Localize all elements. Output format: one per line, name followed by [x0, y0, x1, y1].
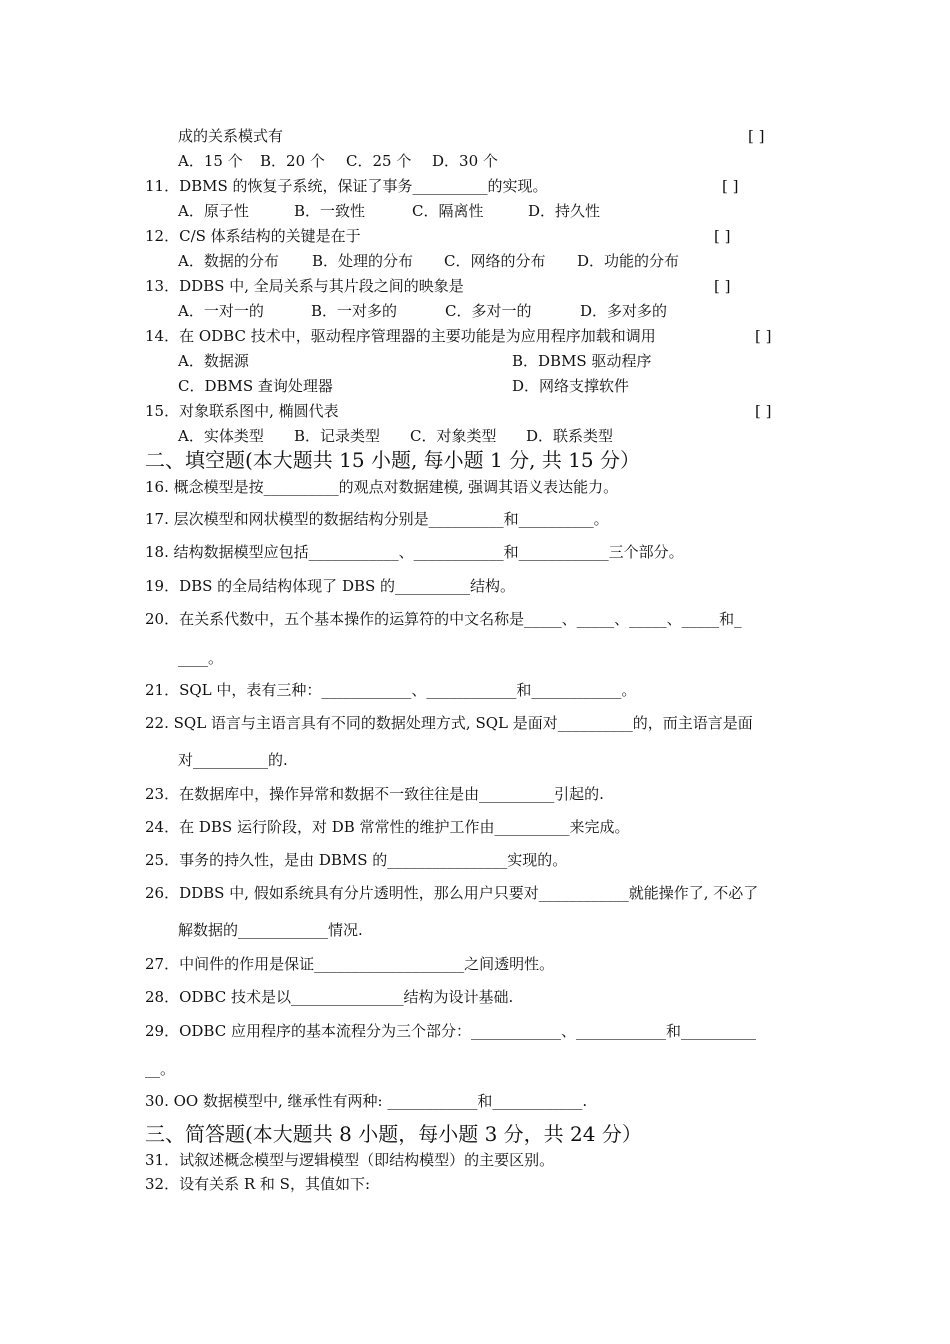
q15-stem: 15．对象联系图中, 椭圆代表: [145, 402, 339, 420]
q14-stem: 14．在 ODBC 技术中，驱动程序管理器的主要功能是为应用程序加载和调用: [145, 327, 656, 345]
q25-line: 25．事务的持久性，是由 DBMS 的________________实现的。: [145, 851, 568, 869]
q14-option-a: A．数据源: [178, 352, 249, 370]
q32-line: 32．设有关系 R 和 S，其值如下:: [145, 1175, 371, 1193]
q10-option-c: C．25 个: [346, 152, 412, 170]
q15-option-c: C．对象类型: [410, 427, 497, 445]
q12-option-b: B．处理的分布: [312, 252, 414, 270]
q12-option-a: A．数据的分布: [178, 252, 279, 270]
q11-options: [178, 201, 600, 221]
q13-option-c: C．多对一的: [445, 302, 532, 320]
q26-line-continuation: 解数据的____________情况.: [178, 921, 363, 939]
q11-option-b: B．一致性: [294, 202, 366, 220]
q12-option-d: D．功能的分布: [577, 252, 680, 270]
q10-option-a: A．15 个: [178, 152, 243, 170]
q23-line: 23．在数据库中，操作异常和数据不一致往往是由__________引起的.: [145, 785, 604, 803]
q11-answer-bracket: [ ]: [722, 177, 739, 195]
q10-options: [178, 151, 498, 171]
q19-line: 19．DBS 的全局结构体现了 DBS 的__________结构。: [145, 577, 516, 595]
q11-option-a: A．原子性: [178, 202, 249, 220]
q12-option-c: C．网络的分布: [444, 252, 546, 270]
q14-option-c: C．DBMS 查询处理器: [178, 377, 333, 395]
q29-line: 29．ODBC 应用程序的基本流程分为三个部分：____________、____________和__________: [145, 1022, 756, 1040]
q13-options: [178, 301, 667, 321]
q13-option-b: B．一对多的: [311, 302, 398, 320]
q15-option-d: D．联系类型: [526, 427, 614, 445]
q13-stem: 13．DDBS 中, 全局关系与其片段之间的映象是: [145, 277, 464, 295]
q26-line: 26．DDBS 中, 假如系统具有分片透明性，那么用户只要对____________就能操作了, 不必了: [145, 884, 759, 902]
q22-line: 22. SQL 语言与主语言具有不同的数据处理方式, SQL 是面对__________的，而主语言是面: [145, 714, 753, 732]
section3-heading: 三、简答题(本大题共 8 小题，每小题 3 分，共 24 分）: [145, 1122, 642, 1146]
q11-option-c: C．隔离性: [412, 202, 484, 220]
q15-answer-bracket: [ ]: [755, 402, 772, 420]
section2-heading: 二、填空题(本大题共 15 小题, 每小题 1 分, 共 15 分）: [145, 448, 640, 472]
q28-line: 28．ODBC 技术是以_______________结构为设计基础.: [145, 988, 514, 1006]
q13-answer-bracket: [ ]: [714, 277, 731, 295]
q20-line-continuation: ____。: [178, 649, 224, 667]
q27-line: 27．中间件的作用是保证____________________之间透明性。: [145, 955, 555, 973]
q15-option-b: B．记录类型: [294, 427, 381, 445]
q15-option-a: A．实体类型: [178, 427, 264, 445]
q17-line: 17. 层次模型和网状模型的数据结构分别是__________和__________。: [145, 510, 609, 528]
q22-line-continuation: 对__________的.: [178, 751, 288, 769]
q11-option-d: D．持久性: [528, 202, 601, 220]
q10-option-d: D．30 个: [432, 152, 498, 170]
q12-stem: 12．C/S 体系结构的关键是在于: [145, 227, 361, 245]
q14-answer-bracket: [ ]: [755, 327, 772, 345]
q15-options: [178, 426, 613, 446]
q12-options: [178, 251, 679, 271]
q29-line-continuation: __。: [145, 1060, 176, 1078]
q31-line: 31．试叙述概念模型与逻辑模型（即结构模型）的主要区别。: [145, 1151, 555, 1169]
q13-option-d: D．多对多的: [580, 302, 668, 320]
q14-option-d: D．网络支撑软件: [512, 377, 630, 395]
q16-line: 16. 概念模型是按__________的观点对数据建模, 强调其语义表达能力。: [145, 478, 619, 496]
q10-stem-continuation: 成的关系模式有: [178, 127, 284, 145]
q13-option-a: A．一对一的: [178, 302, 264, 320]
q10-option-b: B．20 个: [260, 152, 325, 170]
q21-line: 21．SQL 中，表有三种：____________、____________和____________。: [145, 681, 637, 699]
q30-line: 30. OO 数据模型中, 继承性有两种: ____________和____________.: [145, 1092, 588, 1110]
q11-stem: 11．DBMS 的恢复子系统，保证了事务__________的实现。: [145, 177, 548, 195]
q20-line: 20．在关系代数中，五个基本操作的运算符的中文名称是_____、_____、_____、_____和_: [145, 610, 742, 628]
q10-answer-bracket: [ ]: [748, 127, 765, 145]
q12-answer-bracket: [ ]: [714, 227, 731, 245]
q14-option-b: B．DBMS 驱动程序: [512, 352, 652, 370]
q24-line: 24．在 DBS 运行阶段，对 DB 常常性的维护工作由__________来完成。: [145, 818, 630, 836]
q18-line: 18. 结构数据模型应包括____________、____________和____________三个部分。: [145, 543, 684, 561]
